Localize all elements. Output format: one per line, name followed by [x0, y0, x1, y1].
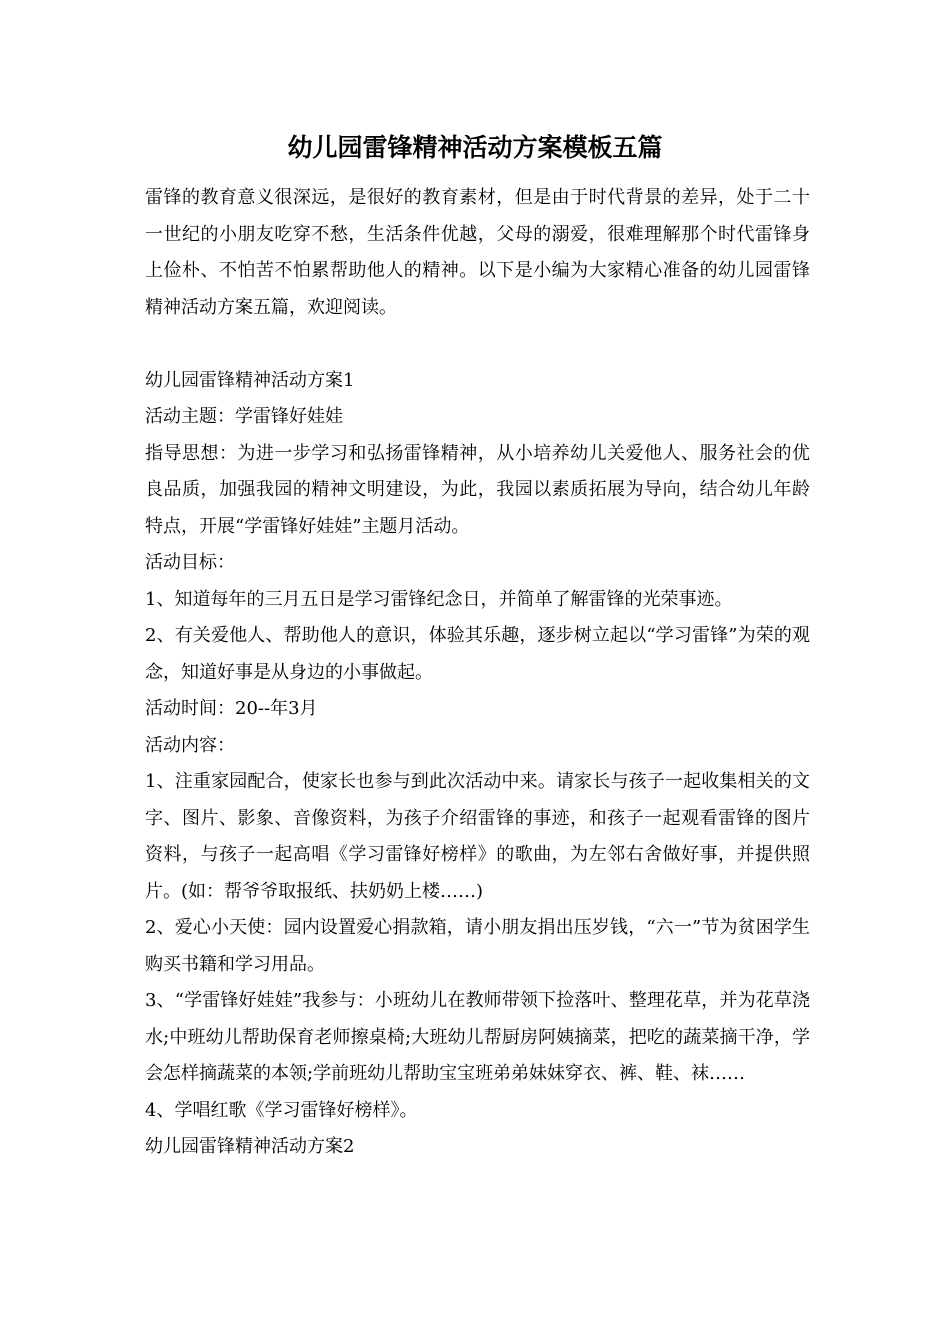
intro-paragraph: 雷锋的教育意义很深远，是很好的教育素材，但是由于时代背景的差异，处于二十一世纪的小朋友吃穿不愁，生活条件优越，父母的溺爱，很难理解那个时代雷锋身上俭朴、不怕苦不怕累帮助他人的精神。以下是小编为大家精心准备的幼儿园雷锋精神活动方案五篇，欢迎阅读。 — [145, 187, 810, 318]
guiding-thought: 指导思想：为进一步学习和弘扬雷锋精神，从小培养幼儿关爱他人、服务社会的优良品质，加强我园的精神文明建设，为此，我园以素质拓展为导向，结合幼儿年龄特点，开展“学雷锋好娃娃”主题月活动。 — [145, 442, 810, 537]
paragraph-spacer — [145, 326, 810, 363]
content-item-2: 2、爱心小天使：园内设置爱心捐款箱，请小朋友捐出压岁钱，“六一”节为贫困学生购买书籍和学习用品。 — [145, 917, 810, 975]
content-item-3: 3、“学雷锋好娃娃”我参与：小班幼儿在教师带领下捡落叶、整理花草，并为花草浇水;中班幼儿帮助保育老师擦桌椅;大班幼儿帮厨房阿姨摘菜，把吃的蔬菜摘干净，学会怎样摘蔬菜的本领;学前班幼儿帮助宝宝班弟弟妹妹穿衣、裤、鞋、袜…… — [145, 990, 810, 1084]
goal-item-2: 2、有关爱他人、帮助他人的意识，体验其乐趣，逐步树立起以“学习雷锋”为荣的观念，知道好事是从身边的小事做起。 — [145, 625, 810, 683]
section-heading-plan-1: 幼儿园雷锋精神活动方案1 — [145, 369, 355, 391]
goal-item-1: 1、知道每年的三月五日是学习雷锋纪念日，并简单了解雷锋的光荣事迹。 — [145, 588, 733, 610]
activity-time: 活动时间：20--年3月 — [145, 698, 318, 719]
content-item-4: 4、学唱红歌《学习雷锋好榜样》。 — [145, 1099, 418, 1121]
activity-content-heading: 活动内容： — [145, 734, 235, 756]
document-title: 幼儿园雷锋精神活动方案模板五篇 — [287, 133, 663, 162]
content-item-1: 1、注重家园配合，使家长也参与到此次活动中来。请家长与孩子一起收集相关的文字、图片、影象、音像资料，为孩子介绍雷锋的事迹，和孩子一起观看雷锋的图片资料，与孩子一起高唱《学习雷锋好榜样》的歌曲，为左邻右舍做好事，并提供照片。(如：帮爷爷取报纸、扶奶奶上楼……) — [145, 771, 810, 902]
activity-goals-heading: 活动目标： — [145, 552, 235, 573]
section-heading-plan-2: 幼儿园雷锋精神活动方案2 — [145, 1136, 355, 1157]
document-body — [145, 180, 810, 1166]
activity-theme: 活动主题：学雷锋好娃娃 — [145, 406, 343, 427]
